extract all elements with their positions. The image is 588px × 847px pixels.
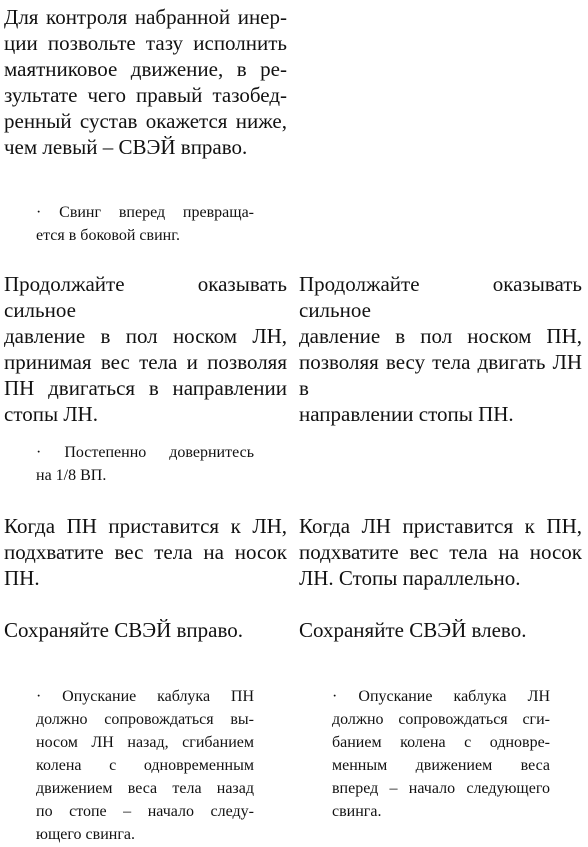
- text-line: ренный сустав окажется ниже,: [4, 109, 287, 133]
- note-heel-right: [332, 685, 550, 823]
- text-line: ПН двигаться в направлении: [4, 376, 287, 400]
- note-line: менным движением веса: [332, 757, 550, 774]
- note-line: колена с одновременным: [36, 757, 254, 774]
- text-line: зультате чего правый тазобед-: [4, 83, 287, 107]
- text-line: Для контроля набранной инер-: [4, 5, 287, 29]
- text-line: подхватите вес тела на носок: [4, 540, 287, 564]
- text-line: Продолжайте оказывать сильное: [299, 272, 582, 322]
- close-feet-left-paragraph: [4, 513, 287, 591]
- note-line: · Постепенно довернитесь: [36, 444, 254, 461]
- text-line: Когда ПН приставится к ЛН,: [4, 514, 287, 538]
- step-left-paragraph: [4, 271, 287, 427]
- note-heel-left: [36, 685, 254, 846]
- note-line: · Опускание каблука ЛН: [332, 688, 550, 705]
- text-line: позволяя весу тела двигать ЛН в: [299, 350, 582, 400]
- note-line: должно сопровождаться сги-: [332, 711, 550, 728]
- note-line: вперед – начало следующего: [332, 780, 550, 797]
- text-line: маятниковое движение, в ре-: [4, 57, 287, 81]
- note-line: · Свинг вперед превраща-: [36, 204, 254, 221]
- note-line: ется в боковой свинг.: [36, 227, 180, 244]
- text-line: ЛН. Стопы параллельно.: [299, 566, 521, 590]
- note-line: на 1/8 ВП.: [36, 467, 107, 484]
- text-line: Когда ЛН приставится к ПН,: [299, 514, 582, 538]
- note-line: · Опускание каблука ПН: [36, 688, 254, 705]
- intro-paragraph: [4, 4, 287, 160]
- note-line: движением веса тела назад: [36, 780, 254, 797]
- note-swing-forward: [36, 201, 254, 247]
- note-line: должно сопровождаться вы-: [36, 711, 254, 728]
- note-line: ющего свинга.: [36, 826, 135, 843]
- text-line: чем левый – СВЭЙ вправо.: [4, 135, 248, 159]
- note-line: носом ЛН назад, сгибанием: [36, 734, 254, 751]
- sway-right-line: Сохраняйте СВЭЙ вправо.: [4, 618, 243, 642]
- step-right-paragraph: [299, 271, 582, 427]
- note-line: свинга.: [332, 803, 382, 820]
- sway-left-line: Сохраняйте СВЭЙ влево.: [299, 618, 527, 642]
- text-line: ПН.: [4, 566, 40, 590]
- close-feet-right-paragraph: [299, 513, 582, 591]
- text-line: Продолжайте оказывать сильное: [4, 272, 287, 322]
- text-line: давление в пол носком ПН,: [299, 324, 582, 348]
- text-line: принимая вес тела и позволяя: [4, 350, 287, 374]
- text-line: стопы ЛН.: [4, 402, 98, 426]
- text-line: направлении стопы ПН.: [299, 402, 514, 426]
- text-line: подхватите вес тела на носок: [299, 540, 582, 564]
- text-line: ции позвольте тазу исполнить: [4, 31, 287, 55]
- text-line: давление в пол носком ЛН,: [4, 324, 287, 348]
- note-turn: [36, 441, 254, 487]
- note-line: банием колена с одновре-: [332, 734, 550, 751]
- note-line: по стопе – начало следу-: [36, 803, 254, 820]
